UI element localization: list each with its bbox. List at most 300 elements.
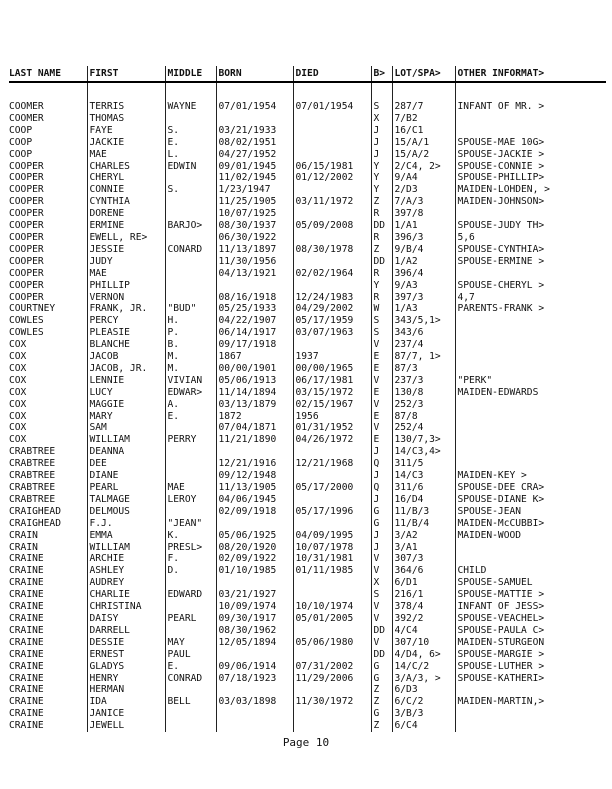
table-row	[9, 363, 606, 375]
born-cell: 09/06/1914	[216, 661, 293, 673]
died-cell: 05/17/1996	[293, 506, 371, 518]
middle-name-cell	[165, 113, 216, 125]
table-row	[9, 637, 606, 649]
died-cell	[293, 649, 371, 661]
last-name-cell: COOPER	[9, 267, 44, 279]
lot-space-cell: 11/B/3	[392, 506, 455, 518]
last-name-cell: COWLES	[9, 315, 44, 327]
middle-name-cell: P.	[165, 327, 216, 339]
other-information-cell: SPOUSE-KATHERI>	[455, 673, 606, 685]
died-cell: 1956	[293, 411, 371, 423]
first-name-cell: CHARLIE	[87, 589, 165, 601]
last-name-cell: COX	[9, 339, 27, 351]
table-row	[9, 137, 606, 149]
died-cell: 03/15/1972	[293, 387, 371, 399]
born-cell: 05/06/1913	[216, 375, 293, 387]
table-row	[9, 530, 606, 542]
column-header-born: BORN	[216, 66, 293, 82]
middle-name-cell: PEARL	[165, 613, 216, 625]
lot-space-cell: 307/3	[392, 553, 455, 565]
middle-name-cell: CONARD	[165, 244, 216, 256]
lot-space-cell: 15/A/1	[392, 137, 455, 149]
born-cell: 11/30/1956	[216, 256, 293, 268]
first-name-cell: EMMA	[87, 530, 165, 542]
column-header-middle: MIDDLE	[165, 66, 216, 82]
middle-name-cell	[165, 470, 216, 482]
other-information-cell	[455, 351, 606, 363]
table-row	[9, 601, 606, 613]
other-information-cell: SPOUSE-MARGIE >	[455, 649, 606, 661]
died-cell: 10/31/1981	[293, 553, 371, 565]
first-name-cell: DIANE	[87, 470, 165, 482]
lot-space-cell: 6/C/2	[392, 696, 455, 708]
block-cell: DD	[371, 220, 392, 232]
lot-space-cell: 311/6	[392, 482, 455, 494]
first-name-cell: TALMAGE	[87, 494, 165, 506]
block-cell: Y	[371, 161, 392, 173]
first-name-cell: DEE	[87, 458, 165, 470]
middle-name-cell	[165, 268, 216, 280]
lot-space-cell: 392/2	[392, 613, 455, 625]
block-cell: R	[371, 292, 392, 304]
born-cell: 07/18/1923	[216, 673, 293, 685]
lot-space-cell: 311/5	[392, 458, 455, 470]
table-row	[9, 375, 606, 387]
last-name-cell: COWLES	[9, 327, 44, 339]
first-name-cell: ERMINE	[87, 220, 165, 232]
last-name-cell: CRAINE	[9, 589, 44, 601]
other-information-cell: 4,7	[455, 292, 606, 304]
lot-space-cell: 307/10	[392, 637, 455, 649]
block-cell: Q	[371, 482, 392, 494]
middle-name-cell	[165, 196, 216, 208]
first-name-cell: CYNTHIA	[87, 196, 165, 208]
born-cell: 07/01/1954	[216, 101, 293, 113]
died-cell	[293, 339, 371, 351]
table-row	[9, 708, 606, 720]
table-row	[9, 101, 606, 113]
middle-name-cell	[165, 256, 216, 268]
block-cell: Z	[371, 720, 392, 732]
first-name-cell: JACOB	[87, 351, 165, 363]
died-cell: 03/07/1963	[293, 327, 371, 339]
block-cell: S	[371, 589, 392, 601]
last-name-cell: CRAINE	[9, 636, 44, 648]
other-information-cell	[455, 208, 606, 220]
first-name-cell: MAE	[87, 149, 165, 161]
last-name-cell: COX	[9, 374, 27, 386]
block-cell: Q	[371, 458, 392, 470]
middle-name-cell	[165, 708, 216, 720]
block-cell: J	[371, 149, 392, 161]
last-name-cell: CRABTREE	[9, 446, 56, 458]
died-cell: 07/31/2002	[293, 661, 371, 673]
other-information-cell: SPOUSE-MAE 10G>	[455, 137, 606, 149]
last-name-cell: CRAINE	[9, 708, 44, 720]
burial-register-table	[9, 66, 606, 732]
lot-space-cell: 9/A4	[392, 172, 455, 184]
middle-name-cell	[165, 458, 216, 470]
lot-space-cell: 130/8	[392, 387, 455, 399]
died-cell: 12/24/1983	[293, 292, 371, 304]
block-cell: J	[371, 125, 392, 137]
born-cell: 03/21/1933	[216, 125, 293, 137]
block-cell: E	[371, 411, 392, 423]
died-cell	[293, 125, 371, 137]
other-information-cell: SPOUSE-CYNTHIA>	[455, 244, 606, 256]
lot-space-cell: 87/7, 1>	[392, 351, 455, 363]
middle-name-cell: D.	[165, 565, 216, 577]
first-name-cell: CONNIE	[87, 184, 165, 196]
table-row	[9, 649, 606, 661]
middle-name-cell: EDWIN	[165, 161, 216, 173]
table-row	[9, 292, 606, 304]
block-cell: S	[371, 315, 392, 327]
last-name-cell: COX	[9, 434, 27, 446]
lot-space-cell: 396/3	[392, 232, 455, 244]
last-name-cell: COOMER	[9, 101, 44, 112]
first-name-cell: JEWELL	[87, 720, 165, 732]
born-cell: 09/12/1948	[216, 470, 293, 482]
born-cell: 06/30/1922	[216, 232, 293, 244]
died-cell	[293, 518, 371, 530]
block-cell: Z	[371, 684, 392, 696]
lot-space-cell: 9/A3	[392, 280, 455, 292]
last-name-cell: CRAINE	[9, 648, 44, 660]
middle-name-cell: H.	[165, 315, 216, 327]
first-name-cell: BLANCHE	[87, 339, 165, 351]
other-information-cell: MAIDEN-MARTIN,>	[455, 696, 606, 708]
table-row	[9, 280, 606, 292]
table-row	[9, 434, 606, 446]
last-name-cell: COOP	[9, 124, 33, 136]
born-cell	[216, 577, 293, 589]
middle-name-cell	[165, 601, 216, 613]
last-name-cell: COOPER	[9, 208, 44, 220]
table-row	[9, 673, 606, 685]
other-information-cell	[455, 553, 606, 565]
lot-space-cell: 4/C4	[392, 625, 455, 637]
born-cell: 04/13/1921	[216, 268, 293, 280]
first-name-cell: LUCY	[87, 387, 165, 399]
died-cell	[293, 470, 371, 482]
lot-space-cell: 378/4	[392, 601, 455, 613]
block-cell: DD	[371, 649, 392, 661]
block-cell: J	[371, 446, 392, 458]
last-name-cell: CRABTREE	[9, 482, 56, 493]
middle-name-cell	[165, 208, 216, 220]
died-cell: 11/29/2006	[293, 673, 371, 685]
middle-name-cell	[165, 172, 216, 184]
middle-name-cell: A.	[165, 399, 216, 411]
table-row	[9, 268, 606, 280]
born-cell: 11/13/1897	[216, 244, 293, 256]
table-row	[9, 149, 606, 161]
lot-space-cell: 1/A2	[392, 256, 455, 268]
table-row	[9, 244, 606, 256]
middle-name-cell: CONRAD	[165, 673, 216, 685]
died-cell: 06/17/1981	[293, 375, 371, 387]
middle-name-cell: "JEAN"	[165, 518, 216, 530]
died-cell	[293, 208, 371, 220]
middle-name-cell	[165, 422, 216, 434]
born-cell: 02/09/1918	[216, 506, 293, 518]
died-cell: 05/06/1980	[293, 637, 371, 649]
first-name-cell: EWELL, RE>	[87, 232, 165, 244]
table-row	[9, 553, 606, 565]
last-name-cell: COOPER	[9, 279, 44, 291]
table-row	[9, 208, 606, 220]
lot-space-cell: 397/8	[392, 208, 455, 220]
middle-name-cell: MAY	[165, 637, 216, 649]
table-row	[9, 315, 606, 327]
other-information-cell: SPOUSE-PHILLIP>	[455, 172, 606, 184]
born-cell: 01/10/1985	[216, 565, 293, 577]
other-information-cell	[455, 684, 606, 696]
lot-space-cell: 252/4	[392, 422, 455, 434]
last-name-cell: CRAINE	[9, 601, 44, 613]
born-cell: 1/23/1947	[216, 184, 293, 196]
died-cell: 01/11/1985	[293, 565, 371, 577]
middle-name-cell: S.	[165, 184, 216, 196]
born-cell: 03/03/1898	[216, 696, 293, 708]
other-information-cell: SPOUSE-VEACHEL>	[455, 613, 606, 625]
lot-space-cell: 3/A1	[392, 542, 455, 554]
first-name-cell: SAM	[87, 422, 165, 434]
first-name-cell: WILLIAM	[87, 542, 165, 554]
middle-name-cell: PRESL>	[165, 542, 216, 554]
last-name-cell: COOPER	[9, 255, 44, 267]
block-cell: V	[371, 565, 392, 577]
other-information-cell: SPOUSE-JACKIE >	[455, 149, 606, 161]
last-name-cell: COOPER	[9, 196, 44, 208]
other-information-cell: MAIDEN-KEY >	[455, 470, 606, 482]
middle-name-cell: PAUL	[165, 649, 216, 661]
block-cell: G	[371, 708, 392, 720]
last-name-cell: CRAINE	[9, 720, 44, 732]
born-cell	[216, 720, 293, 732]
lot-space-cell: 130/7,3>	[392, 434, 455, 446]
born-cell: 10/07/1925	[216, 208, 293, 220]
born-cell: 06/14/1917	[216, 327, 293, 339]
lot-space-cell: 237/3	[392, 375, 455, 387]
other-information-cell: SPOUSE-CONNIE >	[455, 161, 606, 173]
page-number: Page 10	[282, 736, 330, 749]
table-row	[9, 172, 606, 184]
table-row	[9, 506, 606, 518]
block-cell: J	[371, 530, 392, 542]
died-cell: 03/11/1972	[293, 196, 371, 208]
first-name-cell: PLEASIE	[87, 327, 165, 339]
first-name-cell: DARRELL	[87, 625, 165, 637]
died-cell: 05/01/2005	[293, 613, 371, 625]
first-name-cell: VERNON	[87, 292, 165, 304]
last-name-cell: CRAIN	[9, 541, 38, 553]
block-cell: V	[371, 637, 392, 649]
table-row	[9, 494, 606, 506]
other-information-cell	[455, 542, 606, 554]
block-cell: E	[371, 434, 392, 446]
born-cell	[216, 113, 293, 125]
born-cell: 08/02/1951	[216, 137, 293, 149]
table-row	[9, 684, 606, 696]
first-name-cell: JACOB, JR.	[87, 363, 165, 375]
table-row	[9, 577, 606, 589]
lot-space-cell: 1/A1	[392, 220, 455, 232]
block-cell: X	[371, 113, 392, 125]
lot-space-cell: 87/3	[392, 363, 455, 375]
last-name-cell: CRAINE	[9, 672, 44, 684]
lot-space-cell: 343/6	[392, 327, 455, 339]
column-header-block: B>	[371, 66, 392, 82]
born-cell: 08/30/1937	[216, 220, 293, 232]
last-name-cell: CRAINE	[9, 696, 44, 708]
table-row	[9, 661, 606, 673]
born-cell: 11/13/1905	[216, 482, 293, 494]
lot-space-cell: 343/5,1>	[392, 315, 455, 327]
other-information-cell: SPOUSE-LUTHER >	[455, 661, 606, 673]
died-cell: 10/07/1978	[293, 542, 371, 554]
born-cell: 08/20/1920	[216, 542, 293, 554]
other-information-cell	[455, 422, 606, 434]
other-information-cell: SPOUSE-CHERYL >	[455, 280, 606, 292]
lot-space-cell: 14/C3,4>	[392, 446, 455, 458]
died-cell: 01/31/1952	[293, 422, 371, 434]
other-information-cell: 5,6	[455, 232, 606, 244]
middle-name-cell	[165, 292, 216, 304]
born-cell: 05/06/1925	[216, 530, 293, 542]
lot-space-cell: 2/C4, 2>	[392, 161, 455, 173]
last-name-cell: COX	[9, 398, 27, 410]
block-cell: G	[371, 673, 392, 685]
born-cell: 1867	[216, 351, 293, 363]
block-cell: V	[371, 613, 392, 625]
lot-space-cell: 396/4	[392, 268, 455, 280]
died-cell: 12/21/1968	[293, 458, 371, 470]
block-cell: S	[371, 101, 392, 113]
born-cell: 05/25/1933	[216, 303, 293, 315]
column-header-died: DIED	[293, 66, 371, 82]
last-name-cell: COOPER	[9, 184, 44, 196]
born-cell: 12/05/1894	[216, 637, 293, 649]
block-cell: V	[371, 422, 392, 434]
block-cell: E	[371, 351, 392, 363]
block-cell: DD	[371, 625, 392, 637]
block-cell: G	[371, 518, 392, 530]
middle-name-cell: MAE	[165, 482, 216, 494]
died-cell	[293, 149, 371, 161]
middle-name-cell: LEROY	[165, 494, 216, 506]
lot-space-cell: 3/A2	[392, 530, 455, 542]
block-cell: Z	[371, 196, 392, 208]
block-cell: Z	[371, 696, 392, 708]
last-name-cell: COOP	[9, 148, 33, 160]
born-cell: 10/09/1974	[216, 601, 293, 613]
first-name-cell: LENNIE	[87, 375, 165, 387]
died-cell: 05/17/1959	[293, 315, 371, 327]
block-cell: G	[371, 661, 392, 673]
table-row	[9, 399, 606, 411]
last-name-cell: COOPER	[9, 172, 44, 184]
first-name-cell: ARCHIE	[87, 553, 165, 565]
middle-name-cell: B.	[165, 339, 216, 351]
first-name-cell: F.J.	[87, 518, 165, 530]
block-cell: J	[371, 470, 392, 482]
middle-name-cell: L.	[165, 149, 216, 161]
block-cell: V	[371, 375, 392, 387]
born-cell: 09/01/1945	[216, 161, 293, 173]
lot-space-cell: 6/D1	[392, 577, 455, 589]
table-row	[9, 327, 606, 339]
middle-name-cell: K.	[165, 530, 216, 542]
last-name-cell: CRAIGHEAD	[9, 505, 61, 517]
other-information-cell: CHILD	[455, 565, 606, 577]
other-information-cell	[455, 339, 606, 351]
last-name-cell: COX	[9, 351, 27, 363]
born-cell: 11/25/1905	[216, 196, 293, 208]
block-cell: J	[371, 494, 392, 506]
block-cell: Z	[371, 244, 392, 256]
middle-name-cell	[165, 232, 216, 244]
table-row	[9, 113, 606, 125]
first-name-cell: DEANNA	[87, 446, 165, 458]
last-name-cell: CRAINE	[9, 577, 44, 589]
other-information-cell: SPOUSE-ERMINE >	[455, 256, 606, 268]
last-name-cell: CRAIGHEAD	[9, 517, 61, 529]
lot-space-cell: 14/C3	[392, 470, 455, 482]
died-cell	[293, 708, 371, 720]
first-name-cell: MAE	[87, 268, 165, 280]
other-information-cell	[455, 125, 606, 137]
last-name-cell: COOPER	[9, 220, 44, 232]
other-information-cell: INFANT OF JESS>	[455, 601, 606, 613]
lot-space-cell: 16/D4	[392, 494, 455, 506]
born-cell	[216, 280, 293, 292]
died-cell	[293, 625, 371, 637]
last-name-cell: COOPER	[9, 243, 44, 255]
first-name-cell: HERMAN	[87, 684, 165, 696]
first-name-cell: JANICE	[87, 708, 165, 720]
first-name-cell: PHILLIP	[87, 280, 165, 292]
other-information-cell	[455, 411, 606, 423]
block-cell: S	[371, 327, 392, 339]
table-row	[9, 565, 606, 577]
table-body	[9, 101, 606, 732]
died-cell: 05/09/2008	[293, 220, 371, 232]
lot-space-cell: 1/A3	[392, 303, 455, 315]
table-row	[9, 422, 606, 434]
first-name-cell: PERCY	[87, 315, 165, 327]
died-cell: 06/15/1981	[293, 161, 371, 173]
other-information-cell	[455, 113, 606, 125]
lot-space-cell: 15/A/2	[392, 149, 455, 161]
first-name-cell: ERNEST	[87, 649, 165, 661]
other-information-cell: "PERK"	[455, 375, 606, 387]
born-cell	[216, 518, 293, 530]
last-name-cell: COURTNEY	[9, 303, 56, 315]
lot-space-cell: 9/B/4	[392, 244, 455, 256]
other-information-cell	[455, 315, 606, 327]
other-information-cell: MAIDEN-STURGEON	[455, 637, 606, 649]
born-cell: 11/02/1945	[216, 172, 293, 184]
born-cell: 07/04/1871	[216, 422, 293, 434]
lot-space-cell: 11/B/4	[392, 518, 455, 530]
last-name-cell: COX	[9, 362, 27, 374]
died-cell: 00/00/1965	[293, 363, 371, 375]
other-information-cell	[455, 458, 606, 470]
first-name-cell: CHRISTINA	[87, 601, 165, 613]
middle-name-cell: E.	[165, 661, 216, 673]
